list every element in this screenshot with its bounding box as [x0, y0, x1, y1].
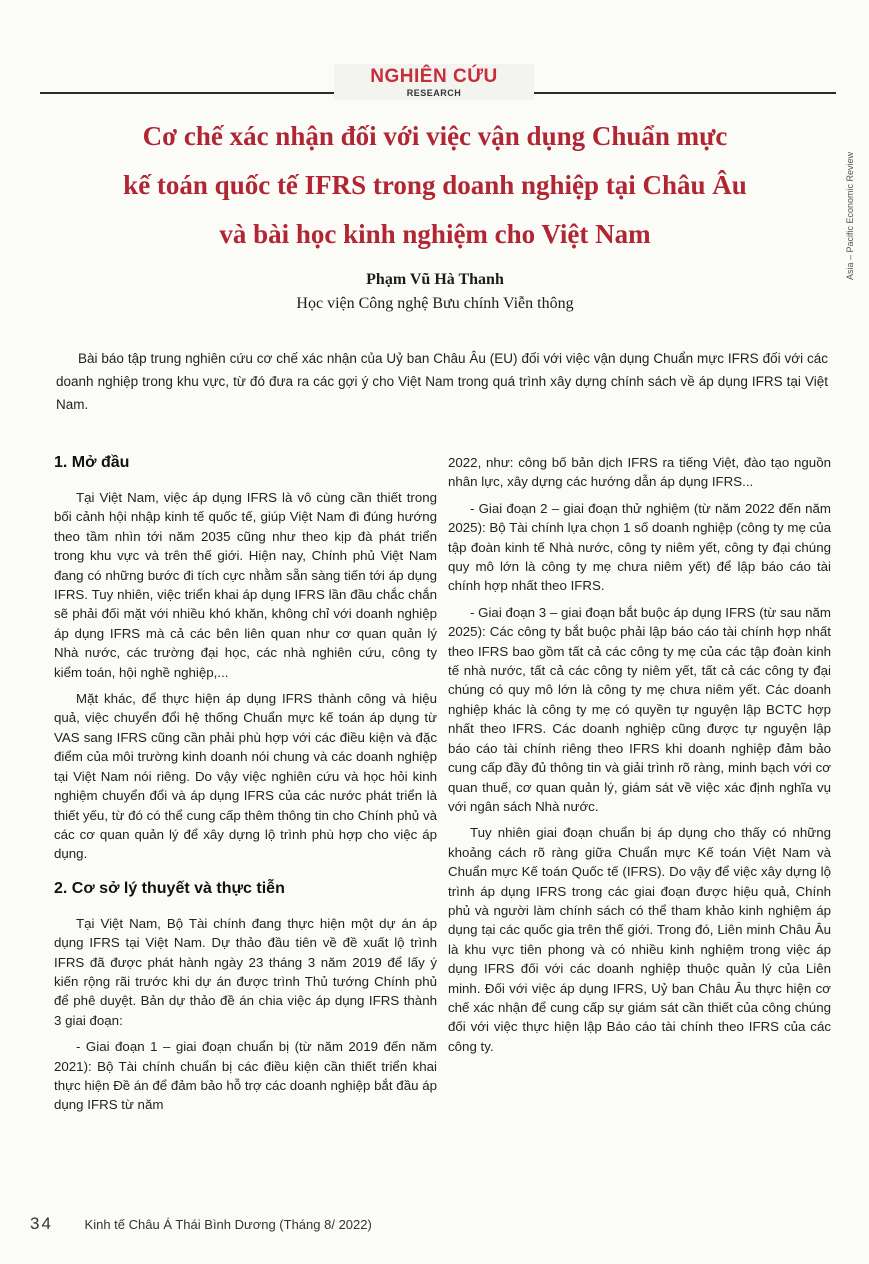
abstract: Bài báo tập trung nghiên cứu cơ chế xác nhận của Uỷ ban Châu Âu (EU) đối với việc vận dụng Chuẩn mực IFRS đối với các doanh nghiệp trong khu vực, từ đó đưa ra các gợi ý cho Việt Nam trong quá trình xây dựng chính sách về áp dụng IFRS tại Việt Nam. — [56, 351, 828, 412]
paragraph: Tại Việt Nam, việc áp dụng IFRS là vô cùng cần thiết trong bối cảnh hội nhập kinh tế quốc tế, giúp Việt Nam đi đúng hướng theo tầm nhìn tới năm 2035 cũng như theo kịp đà phát triển trong khu vực và trên thế giới. Hiện nay, Chính phủ Việt Nam đang có những bước đi tích cực nhằm sẵn sàng tiến tới áp dụng IFRS. Tuy nhiên, việc triển khai áp dụng IFRS lần đầu chắc chắn sẽ phải đối mặt với nhiều khó khăn, không chỉ với doanh nghiệp áp dụng IFRS mà cả các bên liên quan như cơ quan quản lý Nhà nước, các trường đại học, các nhà nghiên cứu, công ty kiểm toán, hội nghề nghiệp,... — [54, 490, 437, 680]
left-column — [54, 452, 437, 1122]
page-number: 34 — [30, 1214, 53, 1233]
paragraph: Tuy nhiên giai đoạn chuẩn bị áp dụng cho thấy có những khoảng cách rõ ràng giữa Chuẩn mực Kế toán Việt Nam và Chuẩn mực Kế toán Quốc tế (IFRS). Do vậy để việc xây dựng lộ trình áp dụng IFRS trong các giai đoạn được hiệu quả, Chính phủ và người làm chính sách có thể tham khảo kinh nghiệm áp dụng tại các quốc gia trên thế giới. Trong đó, Liên minh Châu Âu là khu vực tiên phong và có nhiều kinh nghiệm trong việc áp dụng IFRS đối với các doanh nghiệp thuộc quản lý của Liên minh. Đối với việc áp dụng IFRS, Uỷ ban Châu Âu thực hiện cơ chế xác nhận để cung cấp sự giám sát cần thiết của công chúng đối với việc thực hiện lập Báo cáo tài chính theo IFRS của các công ty. — [448, 825, 831, 1054]
paragraph: Mặt khác, để thực hiện áp dụng IFRS thành công và hiệu quả, việc chuyển đổi hệ thống Chuẩn mực kế toán áp dụng từ VAS sang IFRS cũng cần phải phù hợp với các điều kiện và đặc điểm của môi trường kinh doanh nói chung và các doanh nghiệp tại Việt Nam nói riêng. Do vậy việc nghiên cứu và học hỏi kinh nghiệm chuyển đổi và áp dụng IFRS của các nước phát triển là thiết yếu, từ đó có thể cung cấp thêm thông tin cho Chính phủ và các cơ quan quản lý để xây dựng lộ trình phù hợp cho việc áp dụng. — [54, 691, 437, 862]
journal-side-label: Asia – Pacific Economic Review — [845, 151, 855, 280]
section-2-heading: 2. Cơ sở lý thuyết và thực tiễn — [54, 879, 285, 897]
section-subtitle: RESEARCH — [406, 88, 462, 98]
article-title — [60, 112, 810, 259]
author-name: Phạm Vũ Hà Thanh — [366, 271, 504, 288]
section-badge — [334, 64, 534, 100]
section-title: NGHIÊN CỨU — [370, 66, 498, 87]
paragraph: - Giai đoạn 3 – giai đoạn bắt buộc áp dụng IFRS (từ sau năm 2025): Các công ty bắt buộc phải lập báo cáo tài chính hợp nhất theo IFRS bao gồm tất cả các công ty mẹ của các tập đoàn kinh tế nhà nước, tất cả các công ty niêm yết, tất cả các công ty đại chúng có quy mô lớn là công ty mẹ chưa niêm yết. Các doanh nghiệp khác là công ty mẹ có quyền tự nguyện lập BCTC hợp nhất theo IFRS. Các doanh nghiệp cũng được tự nguyện lập báo cáo tài chính riêng theo IFRS khi doanh nghiệp đảm bảo cung cấp đầy đủ thông tin và giải trình rõ ràng, minh bạch với cơ quan thuế, cơ quan quản lý, giám sát về việc xác định nghĩa vụ với ngân sách Nhà nước. — [448, 604, 831, 814]
paragraph: 2022, như: công bố bản dịch IFRS ra tiếng Việt, đào tạo nguồn nhân lực, xây dựng các hướng dẫn áp dụng IFRS... — [448, 455, 831, 490]
paragraph: Tại Việt Nam, Bộ Tài chính đang thực hiện một dự án áp dụng IFRS tại Việt Nam. Dự thảo đầu tiên về đề xuất lộ trình IFRS đã được phát hành ngày 23 tháng 3 năm 2019 để lấy ý kiến rộng rãi trước khi dự án được trình Thủ tướng Chính phủ để phê duyệt. Bản dự thảo đề án chia việc áp dụng IFRS thành 3 giai đoạn: — [54, 915, 437, 1028]
section-1-heading: 1. Mở đầu — [54, 454, 130, 471]
title-line-3: và bài học kinh nghiệm cho Việt Nam — [219, 219, 651, 249]
author-affiliation: Học viện Công nghệ Bưu chính Viễn thông — [296, 295, 574, 312]
paragraph: - Giai đoạn 2 – giai đoạn thử nghiệm (từ năm 2022 đến năm 2025): Bộ Tài chính lựa chọn 1 số doanh nghiệp (công ty mẹ của tập đoàn kinh tế Nhà nước, công ty niêm yết, công ty đại chúng quy mô lớn là công ty mẹ chưa niêm yết) để lập báo cáo tài chính hợp nhất theo IFRS. — [448, 500, 831, 594]
paragraph: - Giai đoạn 1 – giai đoạn chuẩn bị (từ năm 2019 đến năm 2021): Bộ Tài chính chuẩn bị các điều kiện cần thiết triển khai thực hiện Đề án để đảm bảo hỗ trợ các doanh nghiệp bắt đầu áp dụng IFRS từ năm — [54, 1039, 437, 1113]
right-column — [448, 453, 831, 1063]
page-footer — [30, 1214, 630, 1234]
title-line-1: Cơ chế xác nhận đối với việc vận dụng Chuẩn mực — [142, 121, 728, 151]
journal-name: Kinh tế Châu Á Thái Bình Dương (Tháng 8/ 2022) — [84, 1217, 372, 1232]
title-line-2: kế toán quốc tế IFRS trong doanh nghiệp tại Châu Âu — [123, 170, 747, 200]
